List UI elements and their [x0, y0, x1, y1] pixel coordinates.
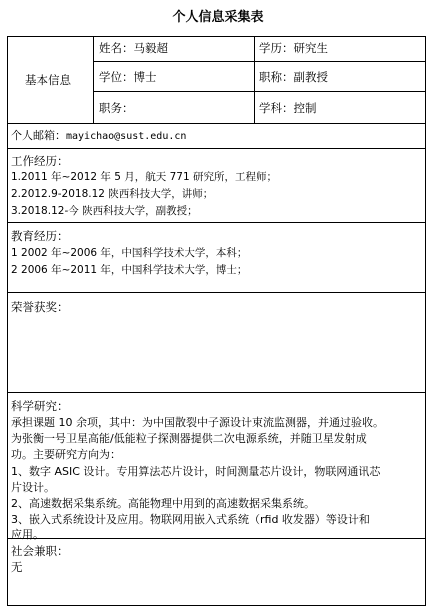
row-divider	[8, 148, 425, 149]
discipline-field	[259, 101, 317, 115]
row-divider	[93, 61, 425, 62]
work-history-item: 3.2018.12-今 陕西科技大学，副教授；	[11, 205, 198, 217]
email-label: 个人邮箱：	[11, 129, 66, 142]
work-history-heading: 工作经历：	[11, 154, 69, 168]
research-line: 2、高速数据采集系统。高能物理中用到的高速数据采集系统。	[11, 497, 315, 510]
form-title: 个人信息采集表	[172, 10, 264, 25]
education-value: 研究生	[293, 41, 328, 55]
degree-label: 学位：	[99, 70, 134, 84]
research-line: 功。主要研究方向为：	[11, 448, 121, 461]
position-field	[99, 101, 134, 115]
degree-value: 博士	[133, 70, 157, 84]
discipline-value: 控制	[293, 101, 317, 115]
title-rank-label: 职称：	[259, 70, 294, 84]
discipline-label: 学科：	[259, 101, 294, 115]
position-label: 职务：	[99, 101, 134, 115]
research-heading: 科学研究：	[11, 399, 69, 413]
column-divider	[254, 37, 255, 123]
education-history-item: 1 2002 年~2006 年，中国科学技术大学，本科；	[11, 247, 248, 259]
work-history-item: 1.2011 年~2012 年 5 月，航天 771 研究所，工程师；	[11, 171, 278, 183]
row-divider	[8, 123, 425, 124]
education-history-heading: 教育经历：	[11, 229, 69, 243]
title-rank-value: 副教授	[293, 70, 328, 84]
column-divider	[93, 37, 94, 123]
row-divider	[8, 538, 425, 539]
research-line: 片设计。	[11, 481, 55, 494]
email-value: mayichao@sust.edu.cn	[66, 131, 187, 142]
honors-heading: 荣誉获奖：	[11, 300, 69, 314]
row-divider	[8, 292, 425, 293]
research-line: 1、数字 ASIC 设计。专用算法芯片设计，时间测量芯片设计，物联网通讯芯	[11, 465, 381, 478]
education-label: 学历：	[259, 41, 294, 55]
research-line: 为张衡一号卫星高能/低能粒子探测器提供二次电源系统，并随卫星发射成	[11, 432, 367, 445]
work-history-item: 2.2012.9-2018.12 陕西科技大学，讲师；	[11, 188, 214, 200]
info-form-table	[7, 36, 426, 606]
research-line: 承担课题 10 余项，其中：为中国散裂中子源设计束流监测器，并通过验收。	[11, 416, 384, 429]
degree-field	[99, 70, 157, 84]
research-line: 应用。	[11, 528, 44, 541]
basic-info-label: 基本信息	[25, 73, 71, 87]
education-history-item: 2 2006 年~2011 年，中国科学技术大学，博士；	[11, 264, 248, 276]
email-field	[11, 129, 186, 144]
research-line: 3、嵌入式系统设计及应用。物联网用嵌入式系统（rfid 收发器）等设计和	[11, 513, 370, 526]
social-roles-heading: 社会兼职：	[11, 544, 69, 558]
row-divider	[8, 392, 425, 393]
title-rank-field	[259, 70, 328, 84]
name-label: 姓名：	[99, 41, 134, 55]
name-field	[99, 41, 168, 55]
row-divider	[8, 222, 425, 223]
name-value: 马毅超	[133, 41, 168, 55]
social-roles-value: 无	[11, 560, 23, 574]
row-divider	[93, 91, 425, 92]
education-field	[259, 41, 328, 55]
